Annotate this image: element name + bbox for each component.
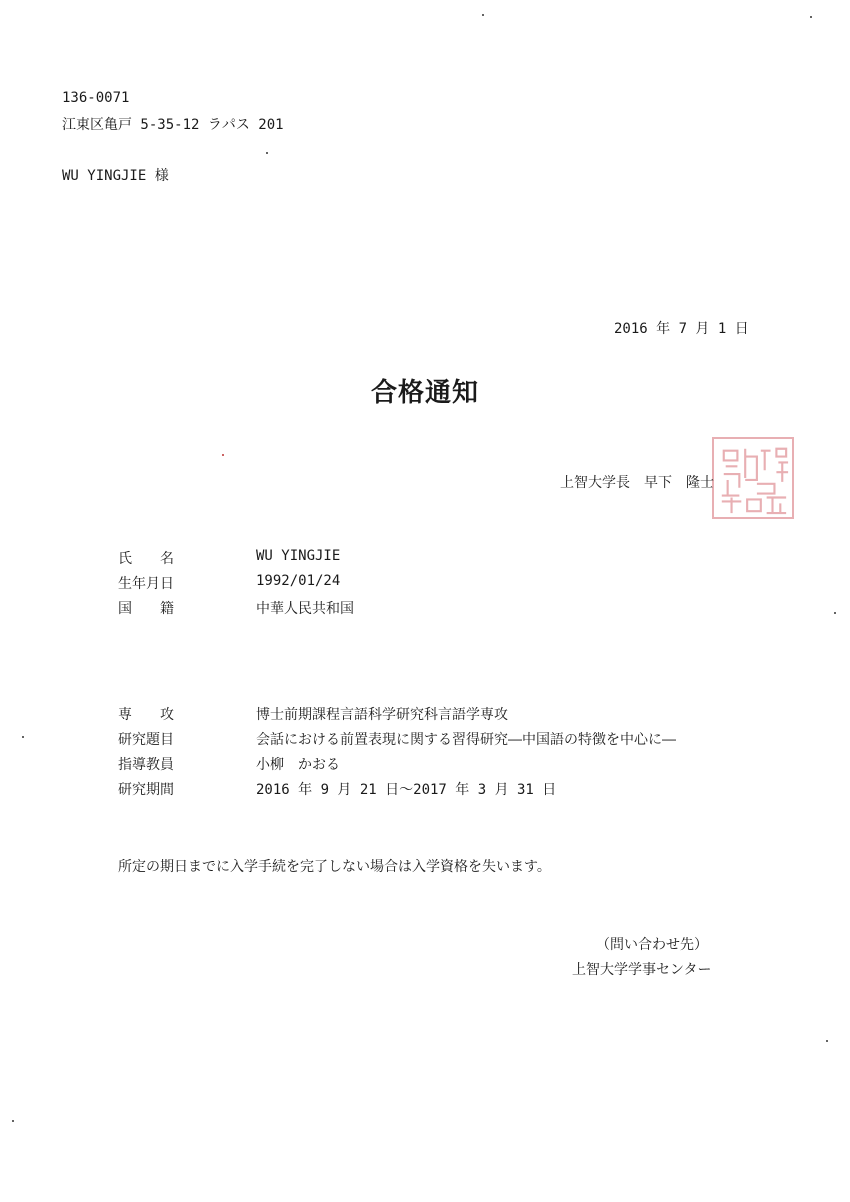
label-birthdate: 生年月日 (118, 576, 174, 592)
page-title: 合格通知 (370, 378, 479, 408)
value-research-topic: 会話における前置表現に関する習得研究―中国語の特徴を中心に― (256, 732, 676, 748)
value-research-period: 2016 年 9 月 21 日～2017 年 3 月 31 日 (256, 782, 557, 798)
label-advisor: 指導教員 (118, 757, 174, 773)
value-major: 博士前期課程言語科学研究科言語学専攻 (256, 707, 508, 723)
scan-speck (810, 16, 812, 18)
contact-office: 上智大学学事センター (572, 962, 712, 978)
value-nationality: 中華人民共和国 (256, 601, 354, 617)
official-seal-icon (712, 437, 794, 519)
scan-speck (482, 14, 484, 16)
contact-heading: （問い合わせ先） (596, 937, 708, 953)
label-major: 専 攻 (118, 707, 174, 723)
enrollment-notice: 所定の期日までに入学手続を完了しない場合は入学資格を失います。 (118, 859, 551, 875)
label-research-topic: 研究題目 (118, 732, 174, 748)
issuer-name: 上智大学長 早下 隆士 (560, 475, 714, 491)
scan-speck (826, 1040, 828, 1042)
label-nationality: 国 籍 (118, 601, 174, 617)
label-name: 氏 名 (118, 551, 174, 567)
value-name: WU YINGJIE (256, 548, 341, 564)
postal-code: 136-0071 (62, 90, 130, 106)
value-advisor: 小柳 かおる (256, 757, 340, 773)
scan-speck (22, 736, 24, 738)
street-address: 江東区亀戸 5-35-12 ラパス 201 (62, 117, 284, 133)
scan-speck (222, 454, 224, 456)
issue-date: 2016 年 7 月 1 日 (614, 321, 749, 337)
label-research-period: 研究期間 (118, 782, 174, 798)
scan-speck (266, 152, 268, 154)
scan-speck (834, 612, 836, 614)
recipient-name: WU YINGJIE 様 (62, 168, 169, 184)
scan-speck (12, 1120, 14, 1122)
value-birthdate: 1992/01/24 (256, 573, 341, 589)
